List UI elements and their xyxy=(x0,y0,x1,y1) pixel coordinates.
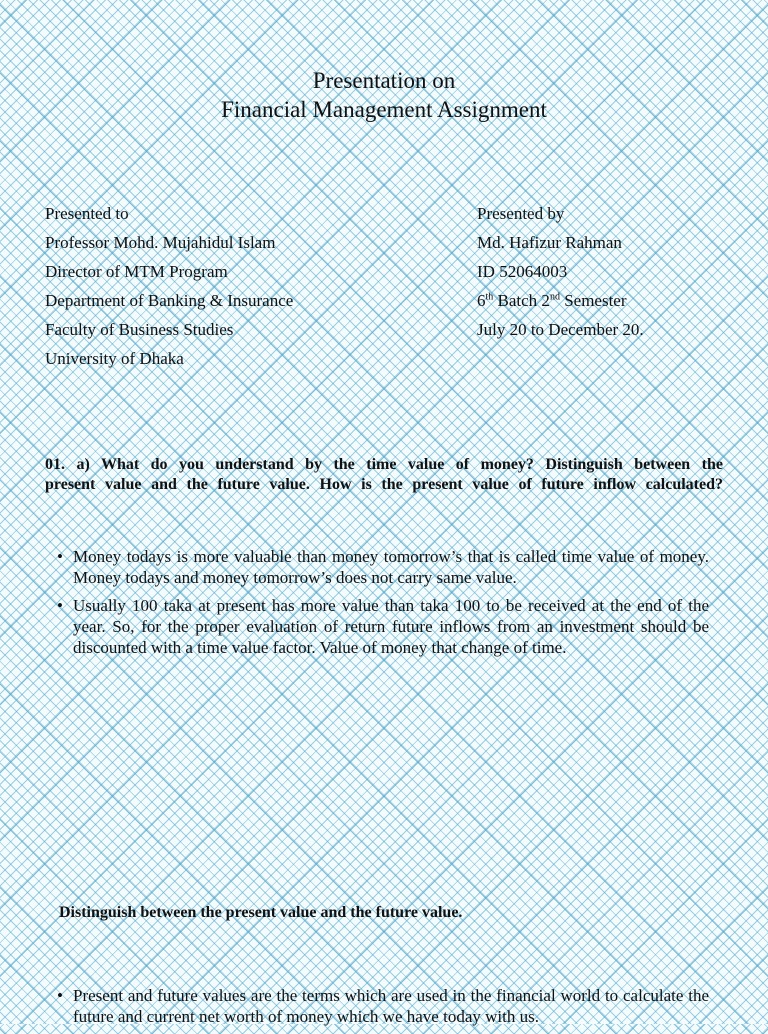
presented-by-heading: Presented by xyxy=(477,204,565,223)
list-item xyxy=(57,595,709,658)
presenter-to-line: Director of MTM Program xyxy=(45,262,228,281)
list-item xyxy=(57,546,709,588)
batch-text: Batch 2 xyxy=(493,291,550,310)
presenter-batch xyxy=(477,286,644,315)
list-item-text: Usually 100 taka at present has more value than taka 100 to be received at the end of the year. So, for the proper evaluation of return future inflows from an investment should be discounted with a time value factor. Value of money that change of time. xyxy=(73,596,709,657)
question-line-1: 01. a) What do you understand by the time value of money? Distinguish between the xyxy=(45,456,723,473)
batch-number: 6 xyxy=(477,291,486,310)
title-line-1: Presentation on xyxy=(312,68,456,93)
list-item-text: Present and future values are the terms which are used in the financial world to calculate the future and current net worth of money which we have today with us. xyxy=(73,986,709,1026)
time-value-bullet-list xyxy=(57,546,709,665)
bullet-icon: • xyxy=(57,986,63,1005)
semester-text: Semester xyxy=(559,291,627,310)
bullet-icon: • xyxy=(57,596,63,615)
question-line-2: present value and the future value. How is the present value of future inflow calculated? xyxy=(45,476,723,493)
presenter-to-line: Department of Banking & Insurance xyxy=(45,291,294,310)
presenter-period: July 20 to December 20. xyxy=(477,320,644,339)
semester-suffix: nd xyxy=(549,291,560,303)
distinguish-bullet-list xyxy=(57,985,709,1034)
presenter-id: ID 52064003 xyxy=(477,262,568,281)
list-item xyxy=(57,985,709,1027)
presented-to-heading: Presented to xyxy=(45,204,129,223)
presenter-to-line: Faculty of Business Studies xyxy=(45,320,234,339)
list-item-text: Money todays is more valuable than money tomorrow’s that is called time value of money. Money todays and money tomorrow’s does not carry same value. xyxy=(73,547,709,587)
presented-by-block xyxy=(477,199,644,344)
slide-title xyxy=(0,66,768,124)
title-line-2: Financial Management Assignment xyxy=(221,97,547,122)
presented-to-block xyxy=(45,199,293,373)
section-subheading: Distinguish between the present value and the future value. xyxy=(59,904,463,921)
bullet-icon: • xyxy=(57,547,63,566)
presenter-name: Md. Hafizur Rahman xyxy=(477,233,622,252)
presenter-to-line: Professor Mohd. Mujahidul Islam xyxy=(45,233,276,252)
batch-suffix: th xyxy=(485,291,494,303)
presenter-to-line: University of Dhaka xyxy=(45,349,184,368)
question-text xyxy=(45,455,723,495)
